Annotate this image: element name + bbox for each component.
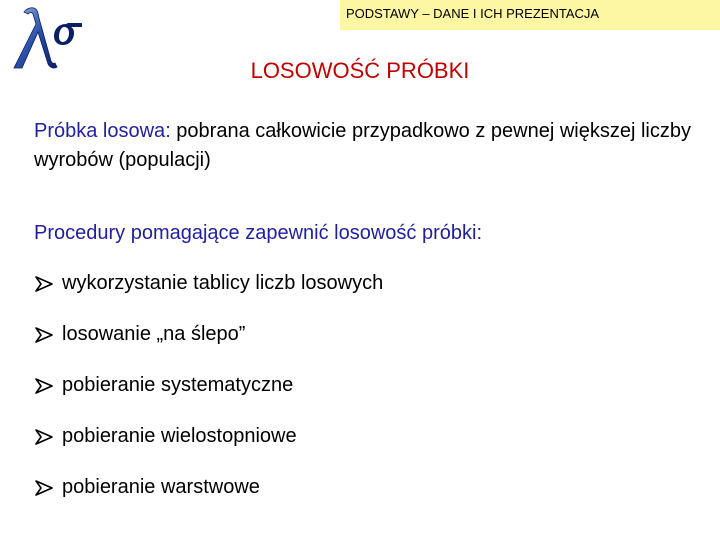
header-banner [340,0,720,30]
arrow-bullet-icon [34,428,54,446]
procedures-separator: : [476,222,483,244]
procedures-list [34,269,383,524]
arrow-bullet-icon [34,326,54,344]
slide-title: LOSOWOŚĆ PRÓBKI [250,58,470,83]
definition-separator: : [165,120,171,142]
definition-paragraph [34,117,714,175]
list-item [34,422,383,451]
list-item-text: wykorzystanie tablicy liczb losowych [62,272,384,294]
header-banner-text: PODSTAWY – DANE I ICH PREZENTACJA [346,6,600,21]
definition-term: Próbka losowa [34,120,166,142]
list-item [34,473,383,502]
list-item [34,320,383,349]
definition-text: pobrana całkowicie przypadkowo z pewnej większej liczby wyrobów (populacji) [34,120,691,171]
list-item [34,371,383,400]
list-item-text: pobieranie systematyczne [62,374,294,396]
procedures-heading [34,219,714,248]
list-item-text: pobieranie warstwowe [62,476,260,498]
list-item-text: pobieranie wielostopniowe [62,425,297,447]
list-item [34,269,383,298]
procedures-label: Procedury pomagające zapewnić losowość próbki [34,222,477,244]
arrow-bullet-icon [34,377,54,395]
list-item-text: losowanie „na ślepo” [62,323,246,345]
arrow-bullet-icon [34,479,54,497]
arrow-bullet-icon [34,275,54,293]
